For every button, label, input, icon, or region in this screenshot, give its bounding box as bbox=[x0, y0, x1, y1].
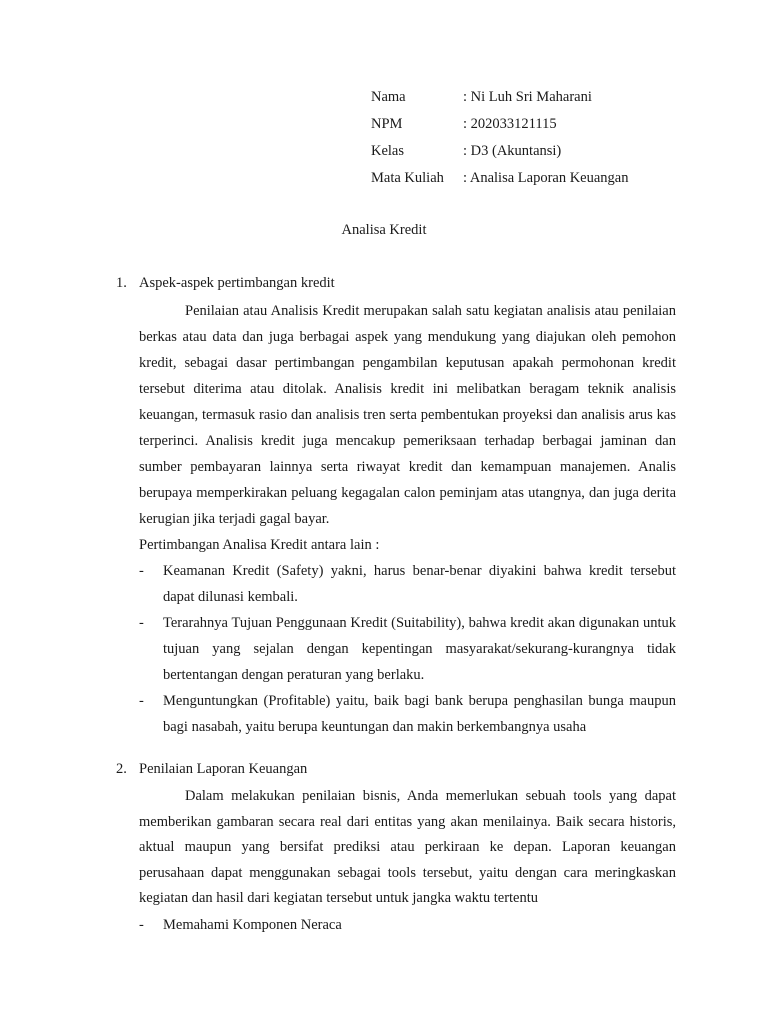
section-body bbox=[139, 298, 676, 740]
section-number: 1. bbox=[116, 275, 127, 291]
info-row-npm bbox=[371, 113, 628, 140]
dash-marker: - bbox=[139, 563, 144, 579]
info-row-kelas bbox=[371, 140, 628, 167]
topic-list bbox=[139, 912, 676, 938]
document-title: Analisa Kredit bbox=[341, 222, 427, 238]
section-body bbox=[139, 784, 676, 938]
list-item bbox=[139, 912, 676, 938]
dash-marker: - bbox=[139, 693, 144, 709]
section-heading bbox=[116, 758, 676, 780]
list-item-text: Terarahnya Tujuan Penggunaan Kredit (Suitability), bahwa kredit akan digunakan untuk tujuan yang sejalan dengan kepentingan masyarakat/sekurang-kurangnya tidak bertentangan dengan peraturan yang berlaku. bbox=[163, 615, 676, 683]
list-intro: Pertimbangan Analisa Kredit antara lain : bbox=[139, 537, 380, 553]
info-value: : Analisa Laporan Keuangan bbox=[463, 170, 629, 186]
info-value: : 202033121115 bbox=[463, 116, 557, 132]
info-label: Kelas bbox=[371, 143, 405, 159]
list-item-text: Menguntungkan (Profitable) yaitu, baik bagi bank berupa penghasilan bunga maupun bagi nasabah, yaitu berupa keuntungan dan makin berkembangnya usaha bbox=[163, 693, 676, 735]
section-title: Penilaian Laporan Keuangan bbox=[139, 761, 308, 777]
section-paragraph: Penilaian atau Analisis Kredit merupakan salah satu kegiatan analisis atau penilaian berkas atau data dan juga berbagai aspek yang mendukung yang diajukan oleh pemohon kredit, sebagai dasar pertimbangan pengambilan keputusan apakah permohonan kredit tersebut diterima atau ditolak. Analisis kredit ini melibatkan beragam teknik analisis keuangan, termasuk rasio dan analisis tren serta pembentukan proyeksi dan analisis arus kas terperinci. Analisis kredit juga mencakup pemeriksaan terhadap berbagai jaminan dan sumber pembayaran lainnya serta riwayat kredit dan kemampuan manajemen. Analis berupaya memperkirakan peluang kegagalan calon peminjam atas utangnya, dan juga derita kerugian jika terjadi gagal bayar. bbox=[139, 303, 676, 527]
list-item bbox=[139, 610, 676, 688]
section-title: Aspek-aspek pertimbangan kredit bbox=[139, 275, 335, 291]
list-item bbox=[139, 688, 676, 740]
dash-marker: - bbox=[139, 615, 144, 631]
section-aspek-kredit bbox=[116, 272, 676, 740]
list-item-text: Keamanan Kredit (Safety) yakni, harus benar-benar diyakini bahwa kredit tersebut dapat dilunasi kembali. bbox=[163, 563, 676, 605]
info-value: : D3 (Akuntansi) bbox=[463, 143, 562, 159]
section-number: 2. bbox=[116, 761, 127, 777]
info-value: : Ni Luh Sri Maharani bbox=[463, 89, 592, 105]
criteria-list bbox=[139, 558, 676, 740]
section-heading bbox=[116, 272, 676, 294]
info-label: Mata Kuliah bbox=[371, 170, 444, 186]
list-item-text: Memahami Komponen Neraca bbox=[163, 916, 342, 933]
section-paragraph: Dalam melakukan penilaian bisnis, Anda memerlukan sebuah tools yang dapat memberikan gambaran secara real dari entitas yang akan menilainya. Baik secara historis, aktual maupun yang bersifat prediksi atau perkiraan ke depan. Laporan keuangan perusahaan dapat menggunakan sebagai tools tersebut, yaitu dengan cara meringkaskan kegiatan dan hasil dari kegiatan tersebut untuk jangka waktu tertentu bbox=[139, 788, 676, 906]
dash-marker: - bbox=[139, 916, 144, 933]
info-row-mata-kuliah bbox=[371, 167, 628, 194]
list-item bbox=[139, 558, 676, 610]
student-info bbox=[371, 86, 628, 194]
info-label: NPM bbox=[371, 116, 403, 132]
info-row-nama bbox=[371, 86, 628, 113]
info-label: Nama bbox=[371, 89, 406, 105]
section-laporan-keuangan bbox=[116, 758, 676, 938]
